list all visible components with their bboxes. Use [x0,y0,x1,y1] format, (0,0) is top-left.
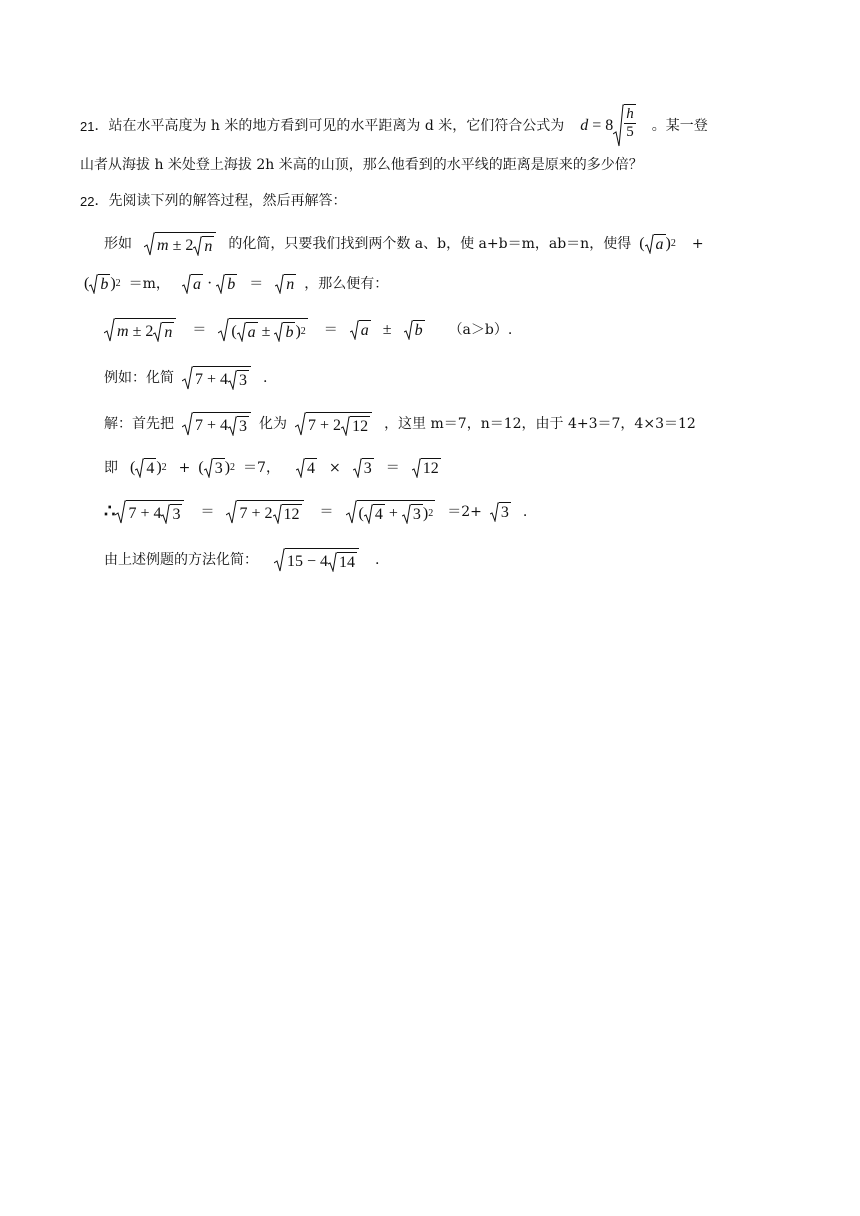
p3-condition: （a＞b）. [448,322,513,338]
q22-p7 [104,500,527,524]
p5-expr2: 7 + 2 12 [295,412,372,436]
formula-eq: = [592,117,602,134]
p8-dot: . [375,552,380,568]
p4-expr: 7 + 4 3 [182,366,251,390]
p2-sqrt-a-dot-sqrt-b: a · b [182,274,237,294]
p2-sqrt-b-squared: ( b ) 2 [84,275,121,293]
q21-text-b: 。某一登 [651,118,708,134]
formula-coef: 8 [605,117,614,134]
q22-number: 22 [80,193,95,209]
p6-text-b: ＝7， [243,460,280,476]
formula-denominator: 5 [626,124,634,140]
q22-intro: 先阅读下列的解答过程，然后再解答： [108,193,347,209]
p5-text-c: ，这里 m＝7，n＝12，由于 4+3＝7，4×3＝12 [384,416,696,432]
p6-text-a: 即 [104,460,118,476]
p1-text-b: 的化简，只要我们找到两个数 a、b，使 a+b＝m，ab＝n，使得 [228,236,632,252]
q22-p2 [84,274,388,294]
q21-formula [580,104,636,148]
p8-expr: 15 − 4 14 [274,548,359,572]
formula-radical [613,104,636,148]
p7-expr2: 7 + 2 12 [226,500,303,524]
q22-p6: 即 ( 4 ) 2 + ( 3 ) 2 ＝7， 4 × 3 ＝ 12 [104,459,439,477]
q22-p8 [104,548,379,572]
p4-text-a: 例如：化简 [104,370,174,386]
p7-sqrt3: 3 [490,502,511,522]
p7-eq2: ＝ [319,504,334,520]
p6-sqrt12: 12 [412,458,441,478]
p1-text-a: 形如 [104,236,132,252]
p3-lhs: m ± 2 n [104,318,176,342]
p6-times: × [328,460,341,476]
p4-dot: . [263,370,268,386]
p6-sqrt3: 3 [353,458,374,478]
q22-p4 [104,366,267,390]
p1-sqrt-a-squared: ( a ) 2 [639,235,676,253]
p7-expr3: ( 4 + 3 ) 2 [346,500,436,524]
p3-rhs: a ± b [350,320,425,340]
q22-p1: 形如 m ± 2 n 的化简，只要我们找到两个数 a、b，使 a+b＝m，ab＝n，使得 ( a ) 2 + [104,232,704,256]
p5-text-b: 化为 [259,416,288,432]
q21-text-line2: 山者从海拔 h 米处登上海拔 2h 米高的山顶，那么他看到的水平线的距离是原来的多少倍？ [80,157,643,173]
p1-expr: m ± 2 n [144,232,216,256]
p6-eq: ＝ [385,460,400,476]
p5-text-a: 解：首先把 [104,416,174,432]
p8-text-a: 由上述例题的方法化简： [104,552,258,568]
p7-eq1: ＝ [200,504,215,520]
p6-sqrt3-squared: ( 3 ) 2 [198,459,236,477]
q21-text-a: 站在水平高度为 h 米的地方看到可见的水平距离为 d 米，它们符合公式为 [108,118,565,134]
q22-header: 22 ． 先阅读下列的解答过程，然后再解答： [80,193,347,209]
p2-sqrt-n: n [275,274,296,294]
formula-numerator: h [626,106,634,122]
therefore-symbol: ∴ [104,501,116,522]
p5-expr1: 7 + 4 3 [182,412,251,436]
q21-number: 21 [80,118,95,134]
p7-result: ＝2+ [447,504,482,520]
q22-p5 [104,412,696,436]
p2-text-b: ＝m， [128,276,170,292]
p7-dot: . [522,504,528,520]
q21-line2 [80,158,643,172]
p7-expr1: 7 + 4 3 [115,500,184,524]
p2-text-c: ，那么便有： [304,276,389,292]
q22-p3: m ± 2 n ＝ ( a ± b ) 2 ＝ a ± b （a＞b）. [104,318,512,342]
p2-eq: ＝ [249,276,264,292]
formula-d: d [580,117,589,134]
p6-sqrt4: 4 [296,458,317,478]
p6-sqrt4-squared: ( 4 ) 2 [130,459,167,477]
q21-line1: 21 ． 站在水平高度为 h 米的地方看到可见的水平距离为 d 米，它们符合公式为 d = 8 $\frac{h}{5}$ 。某一登 [80,104,708,148]
p3-middle: ( a ± b ) 2 [218,318,307,342]
